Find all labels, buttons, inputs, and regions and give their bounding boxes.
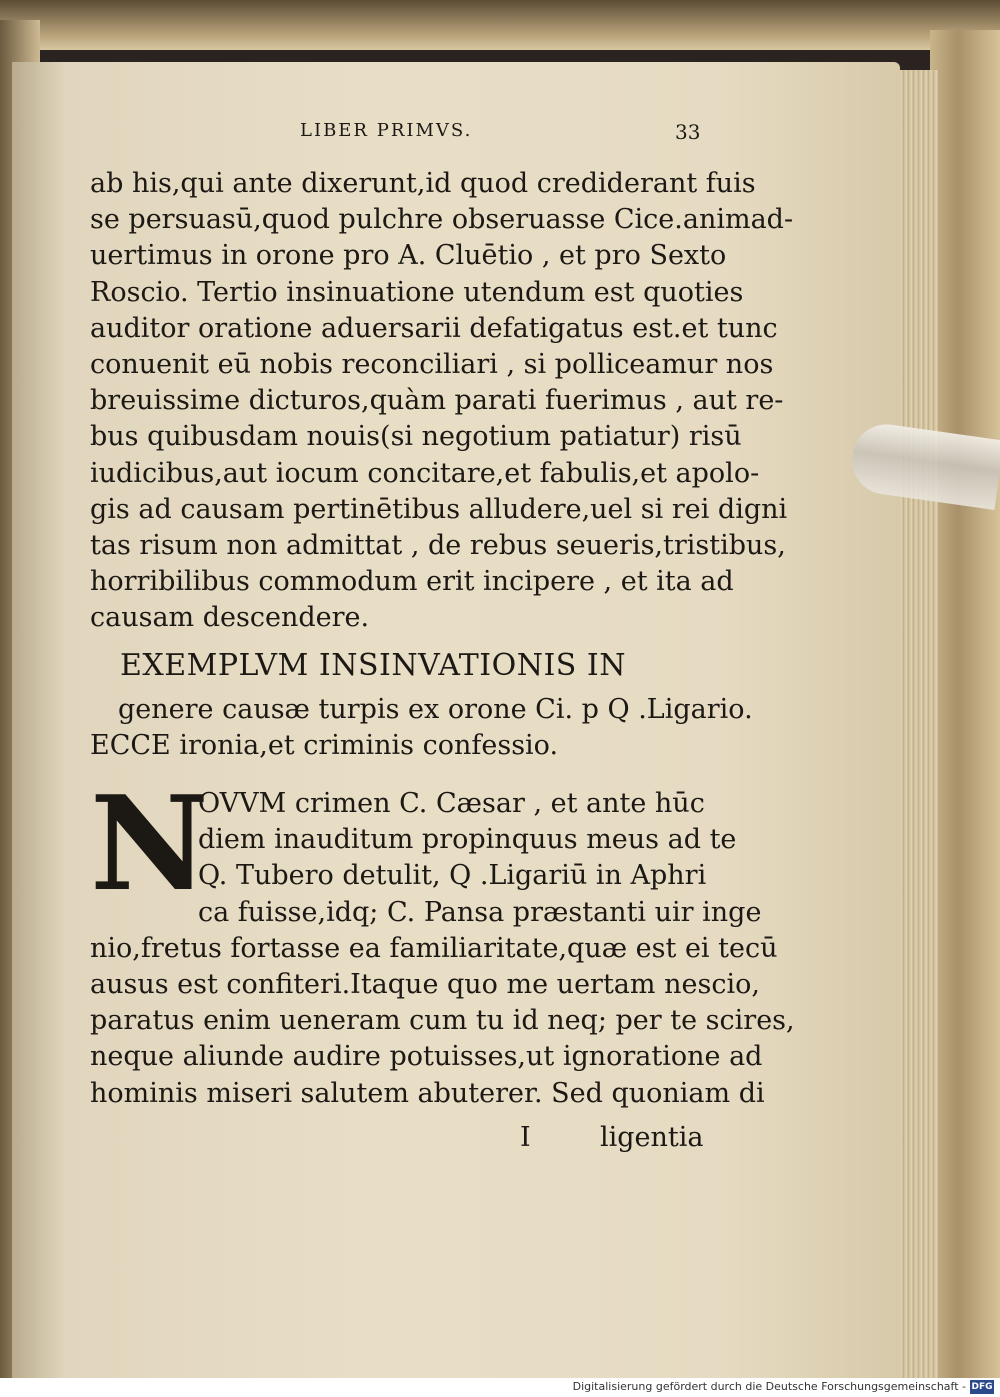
text-line: Q. Tubero detulit, Q .Ligariū in Aphri — [198, 860, 707, 892]
text-line: neque aliunde audire potuisses,ut ignoratione ad — [90, 1041, 763, 1073]
credit-bar — [0, 1378, 1000, 1397]
text-line: ab his,qui ante dixerunt,id quod crediderant fuis — [90, 168, 756, 199]
text-line: paratus enim ueneram cum tu id neq; per te scires, — [90, 1005, 795, 1037]
text-line: Roscio. Tertio insinuatione utendum est quoties — [90, 276, 744, 308]
text-line: gis ad causam pertinētibus alludere,uel si rei digni — [90, 493, 788, 525]
text-line: uertimus in orone pro A. Cluētio , et pro Sexto — [90, 240, 727, 272]
body-paragraph — [90, 166, 794, 636]
page-number: 33 — [675, 120, 701, 144]
text-line: genere causæ turpis ex orone Ci. p Q .Ligario. — [118, 694, 753, 725]
text-line: ausus est confiteri.Itaque quo me uertam nescio, — [90, 968, 760, 1000]
book-cover-right — [930, 30, 1000, 1378]
drop-cap-initial: N — [90, 767, 209, 920]
text-line: diem inauditum propinquus meus ad te — [198, 824, 737, 856]
section-heading: EXEMPLVM INSINVATIONIS IN — [120, 648, 626, 683]
text-line: conuenit eū nobis reconciliari , si polliceamur nos — [90, 348, 774, 380]
text-line: se persuasū,quod pulchre obseruasse Cice.animad- — [90, 204, 794, 236]
dfg-logo-icon: DFG — [971, 1382, 993, 1392]
text-line: tas risum non admittat , de rebus seueris,tristibus, — [90, 529, 786, 561]
text-line: ca fuisse,idq; C. Pansa præstanti uir inge — [198, 896, 762, 928]
book-cover-top — [0, 0, 1000, 50]
text-line: breuissime dicturos,quàm parati fuerimus , aut re- — [90, 385, 784, 417]
catchword: ligentia — [600, 1122, 704, 1153]
text-line: causam descendere. — [90, 602, 370, 634]
funding-credit: Digitalisierung gefördert durch die Deutsche Forschungsgemeinschaft - — [572, 1380, 966, 1393]
text-line: auditor oratione aduersarii defatigatus est.et tunc — [90, 312, 778, 344]
section-subheading — [90, 692, 753, 764]
text-line: OVVM crimen C. Cæsar , et ante hūc — [198, 788, 705, 819]
text-line: hominis miseri salutem abuterer. Sed quoniam di — [90, 1077, 765, 1109]
text-line: nio,fretus fortasse ea familiaritate,quæ est ei tecū — [90, 932, 778, 964]
running-head: LIBER PRIMVS. — [300, 120, 473, 141]
text-line: iudicibus,aut iocum concitare,et fabulis,et apolo- — [90, 457, 760, 489]
text-line: bus quibusdam nouis(si negotium patiatur) risū — [90, 421, 742, 453]
text-line: horribilibus commodum erit incipere , et ita ad — [90, 566, 734, 598]
text-line: ECCE ironia,et criminis confessio. — [90, 730, 559, 761]
signature-mark: I — [520, 1122, 531, 1153]
quotation-paragraph — [90, 767, 795, 1112]
